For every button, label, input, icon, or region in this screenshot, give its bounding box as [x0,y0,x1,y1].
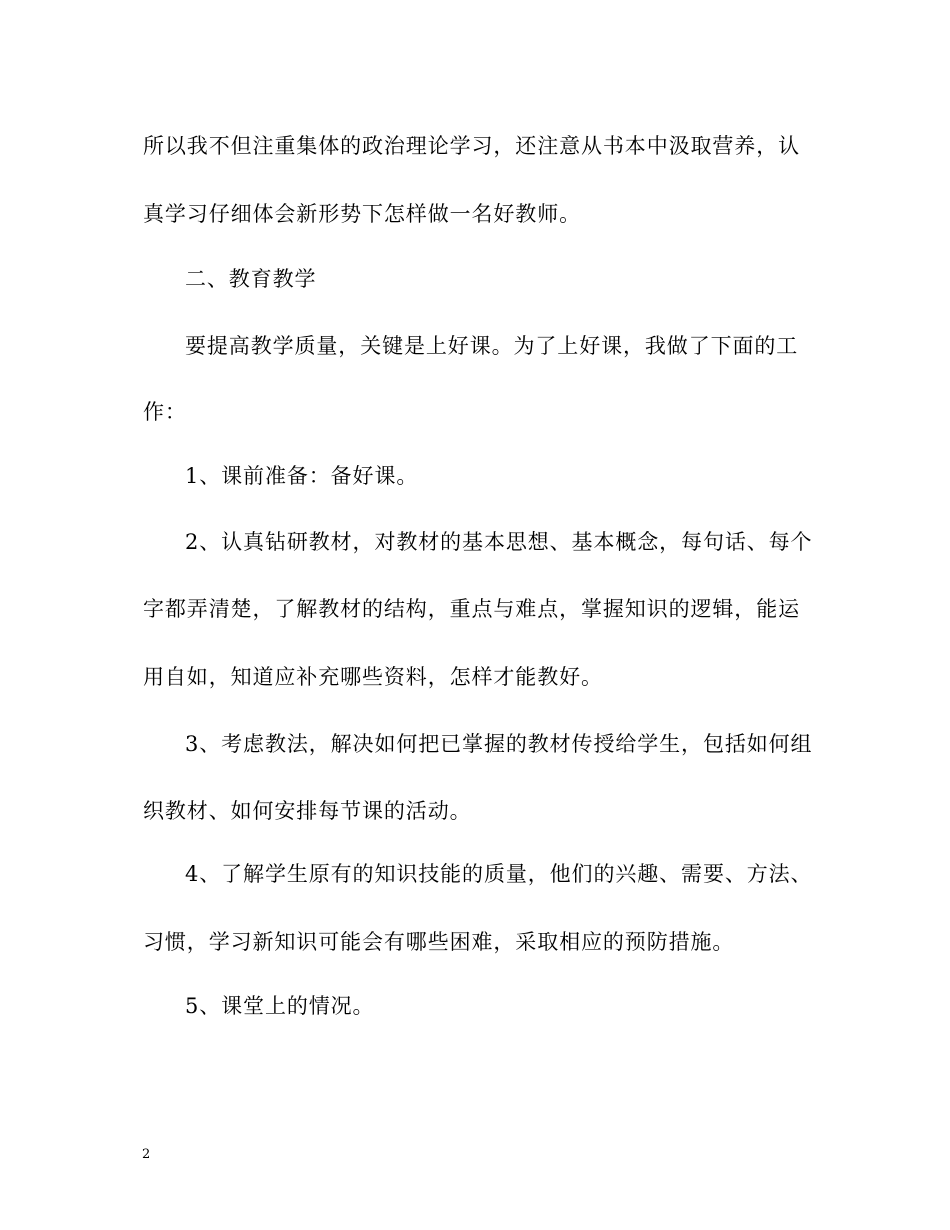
page-number: 2 [142,1147,151,1162]
list-item: 1、课前准备：备好课。 [185,464,419,488]
paragraph-line: 作： [143,400,187,424]
paragraph-line: 所以我不但注重集体的政治理论学习，还注意从书本中汲取营养，认 [143,134,800,158]
paragraph-line: 习惯，学习新知识可能会有哪些困难，采取相应的预防措施。 [143,930,735,954]
list-item: 5、课堂上的情况。 [185,994,375,1018]
paragraph-line: 织教材、如何安排每节课的活动。 [143,799,472,823]
paragraph-line: 真学习仔细体会新形势下怎样做一名好教师。 [143,202,581,226]
paragraph-line: 字都弄清楚，了解教材的结构，重点与难点，掌握知识的逻辑，能运 [143,597,800,621]
list-item: 4、了解学生原有的知识技能的质量，他们的兴趣、需要、方法、 [185,862,813,886]
section-heading: 二、教育教学 [185,267,317,291]
paragraph-line: 要提高教学质量，关键是上好课。为了上好课，我做了下面的工 [185,334,799,358]
list-item: 2、认真钻研教材，对教材的基本思想、基本概念，每句话、每个 [185,530,813,554]
paragraph-line: 用自如，知道应补充哪些资料，怎样才能教好。 [143,665,603,689]
list-item: 3、考虑教法，解决如何把已掌握的教材传授给学生，包括如何组 [185,732,813,756]
